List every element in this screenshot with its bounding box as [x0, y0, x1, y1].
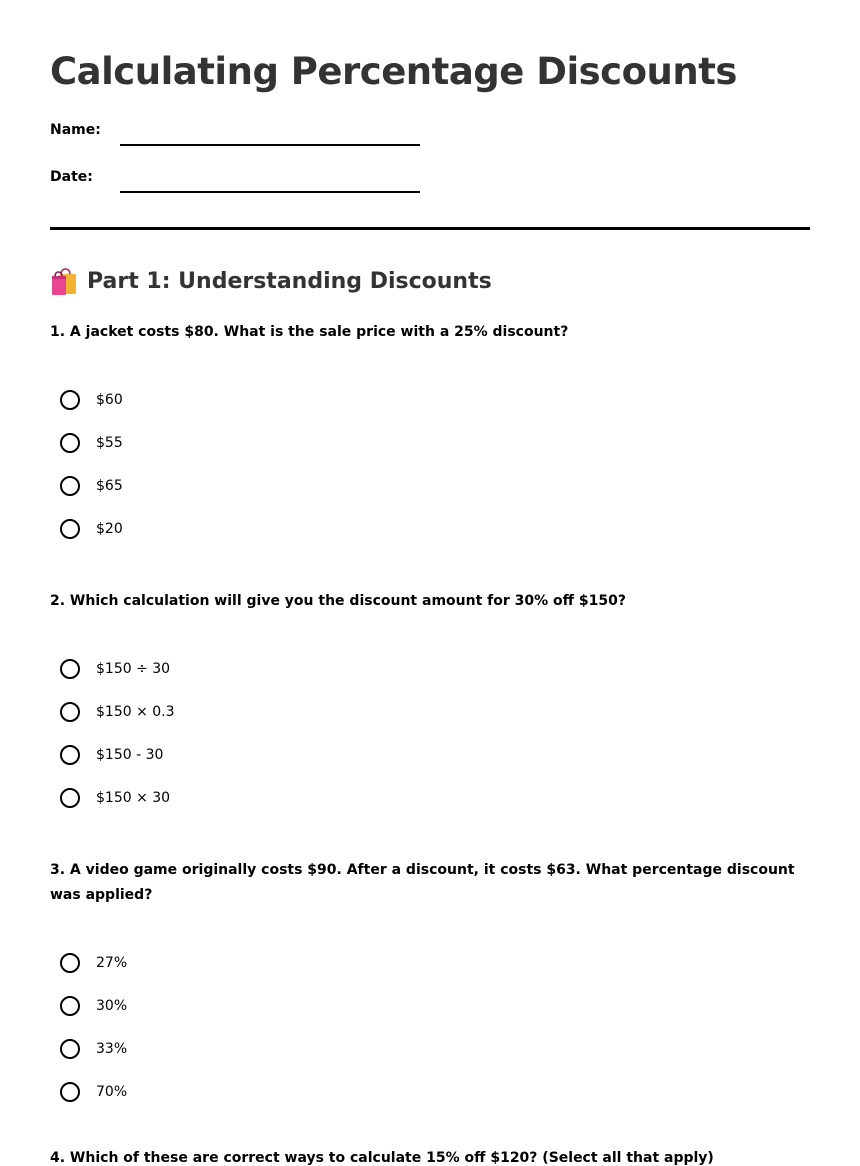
option-label: $150 × 0.3 — [96, 704, 175, 720]
date-field[interactable] — [50, 169, 470, 199]
option-radio[interactable] — [60, 993, 360, 1019]
radio-button[interactable] — [60, 745, 80, 765]
name-line[interactable] — [120, 144, 420, 146]
date-line[interactable] — [120, 191, 420, 193]
option-label: $20 — [96, 521, 123, 537]
radio-button[interactable] — [60, 390, 80, 410]
option-radio[interactable] — [60, 1036, 360, 1062]
radio-button[interactable] — [60, 476, 80, 496]
option-label: $150 × 30 — [96, 790, 171, 806]
option-label: 30% — [96, 998, 128, 1014]
question-4-text: 4. Which of these are correct ways to calculate 15% off $120? (Select all that apply) — [50, 1150, 714, 1166]
option-label: 33% — [96, 1041, 128, 1057]
section-divider — [50, 227, 810, 230]
option-label: $65 — [96, 478, 123, 494]
option-radio[interactable] — [60, 1079, 360, 1105]
radio-button[interactable] — [60, 788, 80, 808]
radio-button[interactable] — [60, 519, 80, 539]
radio-button[interactable] — [60, 659, 80, 679]
option-label: 70% — [96, 1084, 128, 1100]
option-label: $150 ÷ 30 — [96, 661, 171, 677]
option-label: 27% — [96, 955, 128, 971]
section-title: Part 1: Understanding Discounts — [87, 268, 492, 294]
radio-button[interactable] — [60, 1039, 80, 1059]
page-title: Calculating Percentage Discounts — [50, 50, 737, 93]
name-field[interactable] — [50, 122, 470, 152]
option-label: $150 - 30 — [96, 747, 164, 763]
option-radio[interactable] — [60, 516, 360, 542]
option-label: $60 — [96, 392, 123, 408]
option-radio[interactable] — [60, 656, 360, 682]
radio-button[interactable] — [60, 702, 80, 722]
question-1 — [50, 320, 810, 345]
date-label: Date: — [50, 169, 93, 185]
option-radio[interactable] — [60, 950, 360, 976]
shopping-bags-icon — [50, 266, 78, 296]
question-2 — [50, 589, 810, 614]
question-text: 2. Which calculation will give you the discount amount for 30% off $150? — [50, 593, 626, 609]
radio-button[interactable] — [60, 1082, 80, 1102]
question-text: 1. A jacket costs $80. What is the sale price with a 25% discount? — [50, 324, 569, 340]
section-heading — [50, 266, 492, 296]
radio-button[interactable] — [60, 953, 80, 973]
question-3 — [50, 858, 810, 908]
radio-button[interactable] — [60, 996, 80, 1016]
option-label: $55 — [96, 435, 123, 451]
option-radio[interactable] — [60, 785, 360, 811]
option-radio[interactable] — [60, 387, 360, 413]
option-radio[interactable] — [60, 473, 360, 499]
option-radio[interactable] — [60, 430, 360, 456]
radio-button[interactable] — [60, 433, 80, 453]
name-label: Name: — [50, 122, 101, 138]
option-radio[interactable] — [60, 742, 360, 768]
option-radio[interactable] — [60, 699, 360, 725]
question-text: 3. A video game originally costs $90. After a discount, it costs $63. What percentage discount was applied? — [50, 862, 795, 903]
